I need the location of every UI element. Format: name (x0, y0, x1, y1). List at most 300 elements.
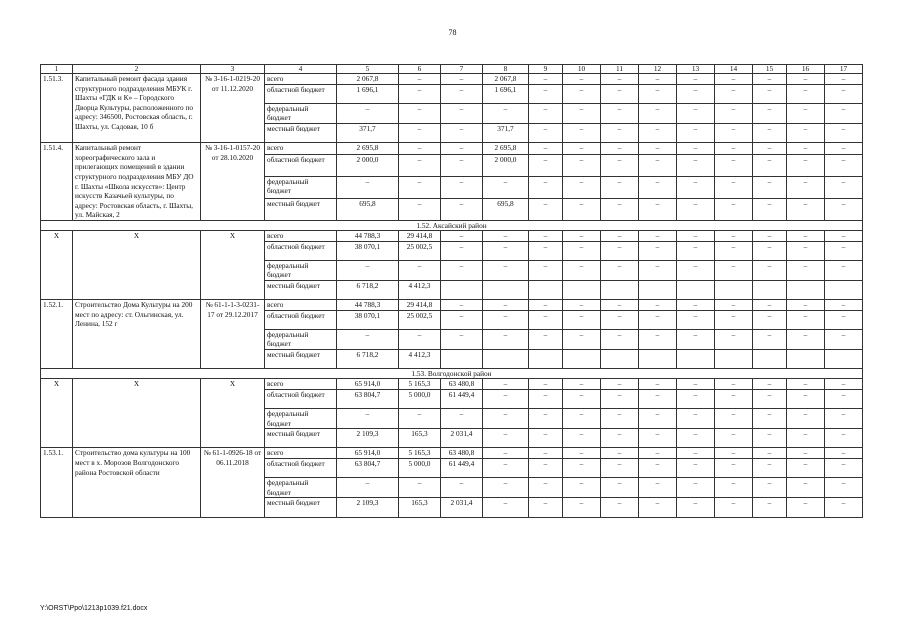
amount-cell: – (787, 429, 825, 448)
amount-cell: – (441, 310, 483, 329)
table-row (41, 300, 863, 311)
amount-cell: 1 696,1 (337, 84, 399, 103)
amount-cell: – (787, 143, 825, 155)
amount-cell: – (639, 123, 677, 142)
amount-cell: – (399, 84, 441, 103)
amount-cell: – (337, 329, 399, 349)
amount-cell: – (753, 429, 787, 448)
table-body (41, 65, 863, 518)
amount-cell: – (639, 74, 677, 85)
amount-cell: – (483, 230, 529, 241)
item-document: № 3-16-1-0157-20 от 28.10.2020 (201, 143, 265, 221)
section-row (41, 220, 863, 230)
amount-cell: 5 165,3 (399, 379, 441, 390)
amount-cell: – (529, 389, 563, 408)
amount-cell: – (715, 260, 753, 280)
amount-cell: – (825, 389, 863, 408)
amount-cell: – (715, 143, 753, 155)
item-document: № 61-1-1-3-0231-17 от 29.12.2017 (201, 300, 265, 369)
amount-cell: – (639, 310, 677, 329)
amount-cell: – (715, 379, 753, 390)
amount-cell: – (825, 379, 863, 390)
amount-cell (483, 280, 529, 299)
amount-cell (441, 350, 483, 369)
amount-cell: – (483, 300, 529, 311)
amount-cell: – (677, 389, 715, 408)
amount-cell (601, 350, 639, 369)
amount-cell: – (825, 478, 863, 498)
section-title: 1.52. Аксайский район (41, 220, 863, 230)
amount-cell (825, 280, 863, 299)
item-description: Капитальный ремонт фасада здания структурного подразделения МБУК г. Шахты «ГДК и К» – Городского Дворца Культуры, расположенного по адресу: 346500, Ростовская область, г. Шахты, ул. Садовая, 10 б (73, 74, 201, 143)
amount-cell: – (677, 310, 715, 329)
amount-cell: – (677, 498, 715, 517)
amount-cell: – (441, 176, 483, 199)
amount-cell: – (787, 448, 825, 459)
item-code: 1.51.4. (41, 143, 73, 221)
amount-cell: – (639, 429, 677, 448)
item-code: Х (41, 230, 73, 299)
amount-cell: – (715, 409, 753, 429)
amount-cell: – (825, 155, 863, 177)
amount-cell: – (441, 241, 483, 260)
amount-cell: 2 695,8 (483, 143, 529, 155)
amount-cell: – (639, 448, 677, 459)
amount-cell: – (441, 260, 483, 280)
amount-cell: – (529, 310, 563, 329)
amount-cell: – (601, 498, 639, 517)
amount-cell: – (563, 478, 601, 498)
amount-cell: – (563, 409, 601, 429)
amount-cell: – (825, 199, 863, 221)
column-number: 13 (677, 65, 715, 74)
amount-cell: – (677, 329, 715, 349)
section-row (41, 369, 863, 379)
table-row (41, 448, 863, 459)
amount-cell: – (601, 260, 639, 280)
amount-cell: – (529, 230, 563, 241)
amount-cell (715, 280, 753, 299)
amount-cell: – (441, 103, 483, 123)
amount-cell: – (787, 498, 825, 517)
amount-cell: – (753, 155, 787, 177)
amount-cell: – (601, 123, 639, 142)
amount-cell: – (715, 155, 753, 177)
amount-cell: – (529, 478, 563, 498)
amount-cell: – (677, 241, 715, 260)
funding-source: федеральный бюджет (265, 176, 337, 199)
amount-cell: 38 070,1 (337, 310, 399, 329)
amount-cell: – (639, 155, 677, 177)
amount-cell: – (399, 74, 441, 85)
section-title: 1.53. Волгодонской район (41, 369, 863, 379)
item-code: 1.51.3. (41, 74, 73, 143)
page-number: 78 (448, 28, 457, 37)
amount-cell: – (787, 310, 825, 329)
amount-cell: – (639, 84, 677, 103)
funding-source: областной бюджет (265, 389, 337, 408)
table-row (41, 143, 863, 155)
amount-cell: – (715, 458, 753, 477)
funding-source: федеральный бюджет (265, 260, 337, 280)
amount-cell: 5 000,0 (399, 389, 441, 408)
column-number: 4 (265, 65, 337, 74)
amount-cell: 695,8 (337, 199, 399, 221)
amount-cell: – (825, 123, 863, 142)
amount-cell: 61 449,4 (441, 389, 483, 408)
amount-cell: – (825, 103, 863, 123)
amount-cell (601, 280, 639, 299)
amount-cell: 63 480,8 (441, 379, 483, 390)
amount-cell: 63 804,7 (337, 458, 399, 477)
amount-cell: – (563, 84, 601, 103)
amount-cell: – (787, 241, 825, 260)
item-document: № 61-1-0926-18 от 06.11.2018 (201, 448, 265, 517)
column-number: 14 (715, 65, 753, 74)
amount-cell: – (715, 84, 753, 103)
amount-cell: – (787, 329, 825, 349)
amount-cell: 25 002,5 (399, 310, 441, 329)
item-description: Капитальный ремонт хореографического зала и прилегающих помещений в здании структурного подразделения МБУ ДО г. Шахты «Школа искусств»: Центр искусств Казачьей культуры, по адресу: Ростовская область, г. Шахты, ул. Майская, 2 (73, 143, 201, 221)
amount-cell: – (441, 74, 483, 85)
funding-source: всего (265, 143, 337, 155)
amount-cell: – (399, 155, 441, 177)
column-number: 10 (563, 65, 601, 74)
amount-cell: 2 109,3 (337, 429, 399, 448)
amount-cell: – (601, 409, 639, 429)
amount-cell: – (753, 458, 787, 477)
amount-cell: – (441, 84, 483, 103)
amount-cell: 165,3 (399, 429, 441, 448)
amount-cell: – (563, 498, 601, 517)
amount-cell: 371,7 (337, 123, 399, 142)
amount-cell: – (825, 241, 863, 260)
amount-cell: – (715, 230, 753, 241)
amount-cell (753, 350, 787, 369)
amount-cell: – (715, 123, 753, 142)
amount-cell (483, 350, 529, 369)
amount-cell: – (787, 103, 825, 123)
column-number: 6 (399, 65, 441, 74)
amount-cell: – (441, 478, 483, 498)
funding-source: федеральный бюджет (265, 409, 337, 429)
amount-cell: – (787, 74, 825, 85)
amount-cell: – (753, 74, 787, 85)
amount-cell: – (441, 123, 483, 142)
amount-cell: – (677, 74, 715, 85)
amount-cell: – (677, 458, 715, 477)
amount-cell: – (715, 429, 753, 448)
amount-cell: – (601, 176, 639, 199)
column-number: 7 (441, 65, 483, 74)
amount-cell: – (601, 155, 639, 177)
item-document: № 3-16-1-0219-20 от 11.12.2020 (201, 74, 265, 143)
funding-source: областной бюджет (265, 241, 337, 260)
amount-cell: – (715, 241, 753, 260)
amount-cell: – (601, 329, 639, 349)
item-description: Х (73, 230, 201, 299)
item-description: Строительство дома культуры на 100 мест в х. Морозов Волгодонского района Ростовской области (73, 448, 201, 517)
amount-cell: – (787, 300, 825, 311)
amount-cell: – (677, 84, 715, 103)
amount-cell: – (677, 199, 715, 221)
amount-cell: – (563, 448, 601, 459)
amount-cell: 2 031,4 (441, 429, 483, 448)
amount-cell: – (563, 176, 601, 199)
amount-cell: – (601, 199, 639, 221)
amount-cell: – (563, 300, 601, 311)
amount-cell: 5 000,0 (399, 458, 441, 477)
amount-cell: 65 914,0 (337, 379, 399, 390)
item-code: 1.53.1. (41, 448, 73, 517)
amount-cell: – (787, 260, 825, 280)
amount-cell: – (337, 409, 399, 429)
amount-cell: – (563, 241, 601, 260)
amount-cell: – (441, 409, 483, 429)
amount-cell: – (639, 379, 677, 390)
amount-cell: – (337, 478, 399, 498)
amount-cell: 2 067,8 (337, 74, 399, 85)
amount-cell: – (787, 409, 825, 429)
amount-cell: 2 031,4 (441, 498, 483, 517)
amount-cell: – (441, 230, 483, 241)
amount-cell: – (529, 260, 563, 280)
amount-cell: – (601, 310, 639, 329)
amount-cell: – (399, 123, 441, 142)
amount-cell (677, 280, 715, 299)
amount-cell: 165,3 (399, 498, 441, 517)
amount-cell: – (753, 260, 787, 280)
amount-cell: – (563, 379, 601, 390)
amount-cell: 4 412,3 (399, 280, 441, 299)
amount-cell: 65 914,0 (337, 448, 399, 459)
amount-cell: – (483, 310, 529, 329)
funding-source: областной бюджет (265, 310, 337, 329)
amount-cell: – (529, 329, 563, 349)
amount-cell: – (825, 448, 863, 459)
item-document: Х (201, 230, 265, 299)
amount-cell: – (753, 448, 787, 459)
amount-cell (529, 350, 563, 369)
amount-cell: – (753, 329, 787, 349)
amount-cell: – (787, 84, 825, 103)
amount-cell: – (639, 199, 677, 221)
funding-source: местный бюджет (265, 199, 337, 221)
funding-source: федеральный бюджет (265, 478, 337, 498)
amount-cell: – (563, 74, 601, 85)
amount-cell (639, 350, 677, 369)
amount-cell: – (483, 260, 529, 280)
amount-cell: – (529, 74, 563, 85)
column-number: 17 (825, 65, 863, 74)
amount-cell: – (529, 429, 563, 448)
file-path-footer: Y:\ORST\Ppo\1213p1039.f21.docx (40, 605, 148, 612)
amount-cell: – (753, 498, 787, 517)
amount-cell: – (639, 458, 677, 477)
amount-cell (563, 280, 601, 299)
amount-cell: – (601, 458, 639, 477)
amount-cell: – (787, 478, 825, 498)
amount-cell: – (753, 84, 787, 103)
amount-cell: 2 109,3 (337, 498, 399, 517)
amount-cell: – (563, 199, 601, 221)
funding-source: местный бюджет (265, 498, 337, 517)
amount-cell (677, 350, 715, 369)
amount-cell: – (715, 478, 753, 498)
amount-cell: – (825, 260, 863, 280)
amount-cell: – (677, 155, 715, 177)
amount-cell: 29 414,8 (399, 230, 441, 241)
amount-cell: – (529, 498, 563, 517)
amount-cell: – (677, 176, 715, 199)
amount-cell: – (639, 498, 677, 517)
amount-cell: – (639, 241, 677, 260)
amount-cell: – (677, 230, 715, 241)
amount-cell: – (441, 155, 483, 177)
funding-source: федеральный бюджет (265, 103, 337, 123)
amount-cell: – (753, 143, 787, 155)
amount-cell: – (753, 478, 787, 498)
amount-cell: – (529, 176, 563, 199)
funding-source: областной бюджет (265, 84, 337, 103)
amount-cell: – (825, 300, 863, 311)
amount-cell: – (753, 230, 787, 241)
item-document: Х (201, 379, 265, 448)
amount-cell: – (825, 84, 863, 103)
amount-cell: – (787, 389, 825, 408)
amount-cell: – (529, 199, 563, 221)
item-code: 1.52.1. (41, 300, 73, 369)
amount-cell: 6 718,2 (337, 280, 399, 299)
amount-cell: – (601, 84, 639, 103)
amount-cell (563, 350, 601, 369)
amount-cell: – (563, 103, 601, 123)
amount-cell: 4 412,3 (399, 350, 441, 369)
amount-cell: – (753, 199, 787, 221)
amount-cell: – (825, 498, 863, 517)
amount-cell: – (639, 389, 677, 408)
amount-cell: 695,8 (483, 199, 529, 221)
column-number: 12 (639, 65, 677, 74)
funding-source: федеральный бюджет (265, 329, 337, 349)
amount-cell: – (399, 199, 441, 221)
amount-cell: – (337, 260, 399, 280)
amount-cell: – (753, 389, 787, 408)
amount-cell: – (563, 155, 601, 177)
amount-cell: – (529, 448, 563, 459)
amount-cell: – (399, 409, 441, 429)
amount-cell: – (601, 241, 639, 260)
funding-source: областной бюджет (265, 155, 337, 177)
amount-cell: – (715, 389, 753, 408)
amount-cell: – (529, 155, 563, 177)
amount-cell: – (715, 199, 753, 221)
amount-cell: – (715, 103, 753, 123)
amount-cell: – (639, 260, 677, 280)
amount-cell: – (483, 241, 529, 260)
amount-cell: – (715, 329, 753, 349)
amount-cell: – (483, 103, 529, 123)
amount-cell (715, 350, 753, 369)
amount-cell: – (483, 478, 529, 498)
column-number: 8 (483, 65, 529, 74)
amount-cell: – (601, 389, 639, 408)
amount-cell: – (601, 103, 639, 123)
amount-cell: – (601, 478, 639, 498)
amount-cell (529, 280, 563, 299)
amount-cell: – (639, 409, 677, 429)
amount-cell: – (483, 379, 529, 390)
amount-cell: – (677, 103, 715, 123)
amount-cell: – (483, 458, 529, 477)
amount-cell: – (825, 176, 863, 199)
amount-cell (441, 280, 483, 299)
amount-cell: – (753, 123, 787, 142)
amount-cell: – (601, 429, 639, 448)
amount-cell: – (399, 260, 441, 280)
amount-cell (639, 280, 677, 299)
column-number-row (41, 65, 863, 74)
amount-cell: – (715, 498, 753, 517)
amount-cell: – (563, 458, 601, 477)
amount-cell: – (529, 84, 563, 103)
amount-cell (825, 350, 863, 369)
amount-cell: 5 165,3 (399, 448, 441, 459)
amount-cell: – (753, 310, 787, 329)
item-description: Строительство Дома Культуры на 200 мест по адресу: ст. Ольгинская, ул. Ленина, 152 г (73, 300, 201, 369)
column-number: 9 (529, 65, 563, 74)
amount-cell: – (715, 74, 753, 85)
funding-source: всего (265, 74, 337, 85)
table-row (41, 379, 863, 390)
amount-cell: – (483, 409, 529, 429)
amount-cell: – (639, 143, 677, 155)
budget-table (40, 64, 863, 518)
amount-cell: – (753, 300, 787, 311)
amount-cell: – (601, 300, 639, 311)
amount-cell: – (677, 300, 715, 311)
amount-cell: 44 788,3 (337, 300, 399, 311)
funding-source: всего (265, 300, 337, 311)
amount-cell: – (529, 241, 563, 260)
amount-cell: – (825, 409, 863, 429)
amount-cell: – (787, 379, 825, 390)
column-number: 16 (787, 65, 825, 74)
table-row (41, 74, 863, 85)
amount-cell (787, 350, 825, 369)
amount-cell: – (483, 389, 529, 408)
funding-source: всего (265, 448, 337, 459)
amount-cell: – (441, 300, 483, 311)
amount-cell: – (563, 310, 601, 329)
amount-cell: – (483, 448, 529, 459)
amount-cell: – (753, 241, 787, 260)
amount-cell: – (753, 176, 787, 199)
amount-cell: 6 718,2 (337, 350, 399, 369)
amount-cell: – (825, 329, 863, 349)
amount-cell: – (529, 379, 563, 390)
amount-cell: – (483, 429, 529, 448)
amount-cell: 2 000,0 (483, 155, 529, 177)
amount-cell: – (337, 103, 399, 123)
amount-cell: – (563, 123, 601, 142)
item-code: Х (41, 379, 73, 448)
amount-cell: – (715, 176, 753, 199)
amount-cell: 371,7 (483, 123, 529, 142)
amount-cell: – (787, 199, 825, 221)
amount-cell: 63 804,7 (337, 389, 399, 408)
amount-cell: 2 000,0 (337, 155, 399, 177)
